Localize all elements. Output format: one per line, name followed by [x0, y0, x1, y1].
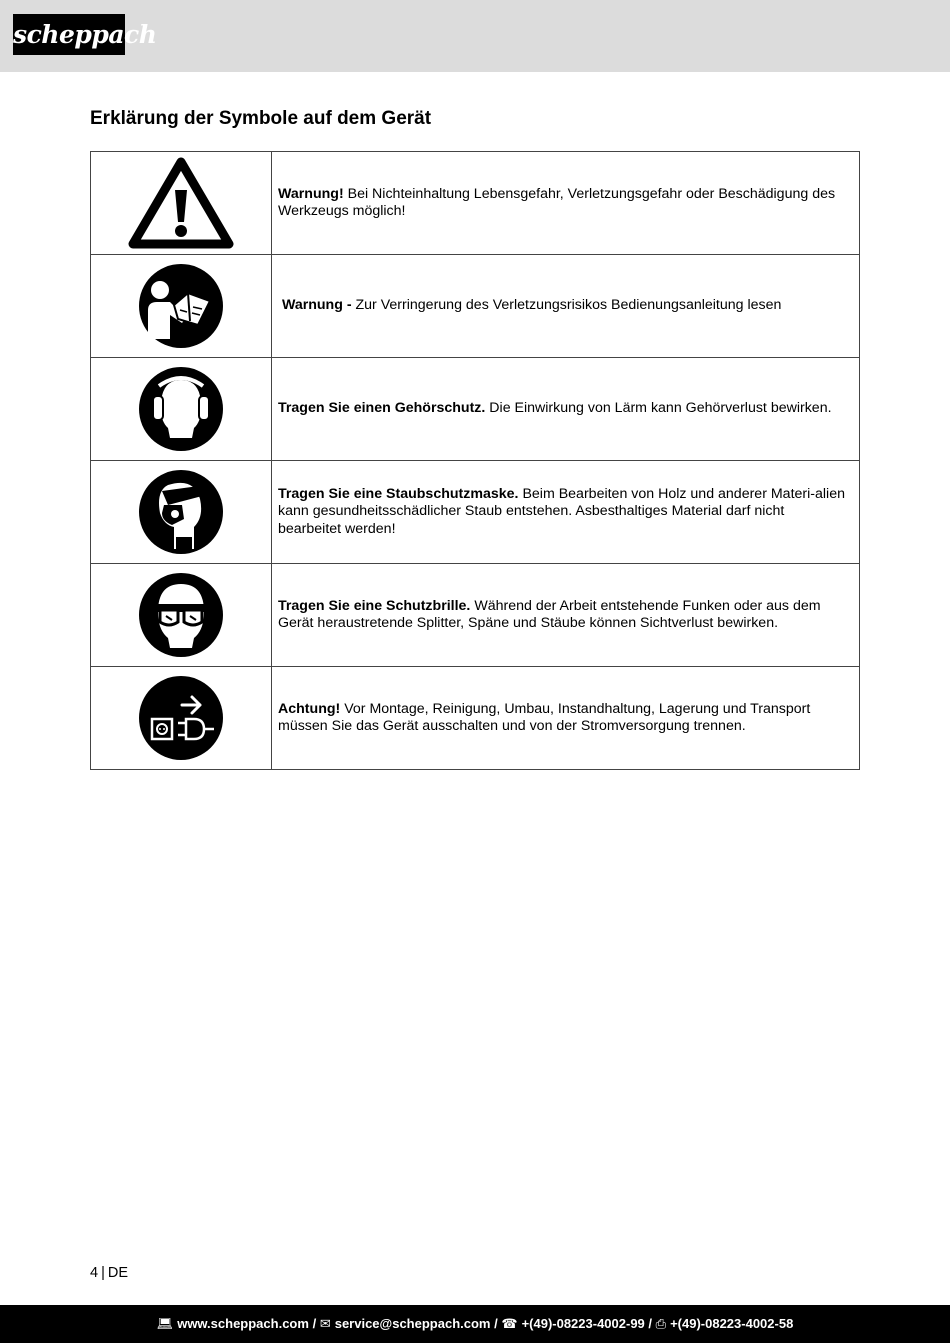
warning-triangle-icon: [128, 156, 234, 250]
description-text: Beim Bearbeiten von Holz und anderer Materi-alien kann gesundheitsschädlicher Staub entstehen. Asbesthaltiges Material darf nicht bearbeitet werden!: [278, 485, 845, 537]
footer-separator: /: [312, 1316, 317, 1331]
icon-cell: [91, 255, 272, 358]
footer-separator: /: [494, 1316, 498, 1331]
header-band: [0, 0, 950, 72]
footer-website-link[interactable]: www.scheppach.com: [177, 1316, 309, 1331]
page-language: DE: [107, 1265, 129, 1281]
phone-icon: ☎: [501, 1316, 518, 1331]
table-row: [91, 461, 860, 564]
symbol-description: [272, 564, 860, 667]
fax-icon: ⎙: [655, 1316, 667, 1331]
description-text: Zur Verringerung des Verletzungsrisikos Bedienungsanleitung lesen: [351, 297, 782, 314]
symbol-table: [90, 151, 860, 770]
read-manual-icon: [138, 263, 224, 349]
scheppach-logo: scheppach: [13, 14, 125, 55]
page-number: [90, 1265, 128, 1281]
icon-cell: [91, 152, 272, 255]
description-text: Bei Nichteinhaltung Lebensgefahr, Verletzungsgefahr oder Beschädigung des Werkzeugs möglich!: [278, 185, 836, 219]
description-bold-lead: Tragen Sie eine Schutzbrille.: [278, 597, 471, 614]
footer-bar: [0, 1305, 950, 1343]
footer-fax: +(49)-08223-4002-58: [670, 1316, 794, 1331]
description-bold-lead: Warnung!: [278, 185, 344, 202]
icon-cell: [91, 667, 272, 770]
footer-separator: /: [648, 1316, 653, 1331]
description-text: Vor Montage, Reinigung, Umbau, Instandhaltung, Lagerung und Transport müssen Sie das Gerät ausschalten und von der Stromversorgung trennen.: [278, 700, 811, 734]
description-text: Während der Arbeit entstehende Funken oder aus dem Gerät heraustretende Splitter, Späne und Stäube können Sichtverlust bewirken.: [278, 597, 821, 631]
symbol-description: [272, 667, 860, 770]
table-row: [91, 255, 860, 358]
footer-email-link[interactable]: service@scheppach.com: [334, 1316, 491, 1331]
table-row: [91, 152, 860, 255]
table-row: [91, 667, 860, 770]
table-row: [91, 358, 860, 461]
ear-protection-icon: [138, 366, 224, 452]
footer-phone: +(49)-08223-4002-99: [521, 1316, 645, 1331]
icon-cell: [91, 564, 272, 667]
page-title: Erklärung der Symbole auf dem Gerät: [90, 108, 432, 129]
symbol-description: [272, 461, 860, 564]
icon-cell: [91, 461, 272, 564]
page-number-value: 4: [90, 1265, 99, 1281]
icon-cell: [91, 358, 272, 461]
description-bold-lead: Tragen Sie eine Staubschutzmaske.: [278, 485, 519, 502]
mail-icon: ✉: [319, 1316, 331, 1331]
description-text: Die Einwirkung von Lärm kann Gehörverlust bewirken.: [485, 400, 832, 417]
description-bold-lead: Warnung -: [281, 297, 352, 314]
unplug-icon: [138, 675, 224, 761]
description-bold-lead: Achtung!: [278, 700, 341, 717]
symbol-description: [272, 255, 860, 358]
symbol-description: [272, 152, 860, 255]
description-bold-lead: Tragen Sie einen Gehörschutz.: [278, 400, 486, 417]
computer-icon: 💻︎: [156, 1316, 174, 1331]
table-row: [91, 564, 860, 667]
safety-goggles-icon: [138, 572, 224, 658]
page-number-separator: |: [101, 1265, 105, 1281]
dust-mask-icon: [138, 469, 224, 555]
symbol-description: [272, 358, 860, 461]
